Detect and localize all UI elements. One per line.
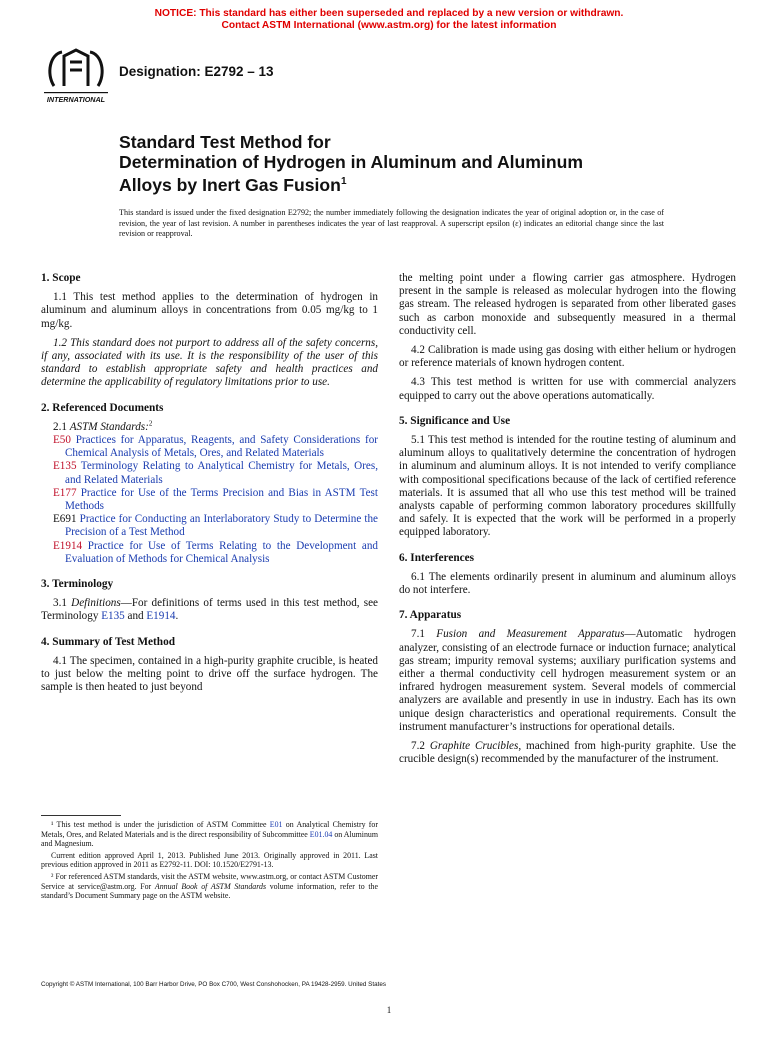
- reference-item[interactable]: [53, 434, 378, 460]
- footnote-1: ¹ This test method is under the jurisdiction of ASTM Committee E01 on Analytical Chemistry for Metals, Ores, and Related Materials and is the direct responsibility of Subcommittee E01.04 on Aluminum and Magnesium.: [41, 820, 378, 849]
- section-heading-terminology: 3. Terminology: [41, 578, 114, 591]
- reference-title-link[interactable]: Practice for Conducting an Interlaboratory Study to Determine the Precision of a Test Method: [65, 513, 378, 539]
- paragraph-7-2: 7.2 Graphite Crucibles, machined from high-purity graphite. Use the crucible design(s) recommended by the manufacturer of the instrument.: [399, 740, 736, 766]
- reference-list: [41, 434, 378, 566]
- astm-logo: [40, 46, 112, 108]
- paragraph-2-1: 2.1 ASTM Standards:$^2$: [53, 419, 153, 433]
- designation: Designation: E2792 – 13: [119, 64, 274, 79]
- paragraph-3-1: 3.1 Definitions—For definitions of terms used in this test method, see Terminology E135 and E1914.: [41, 597, 378, 623]
- page-number: 1: [386, 1005, 392, 1015]
- notice-line-2: Contact ASTM International (www.astm.org) for the latest information: [221, 20, 557, 31]
- logo-text: INTERNATIONAL: [46, 95, 106, 104]
- withdrawal-notice: [0, 8, 778, 32]
- reference-title-link[interactable]: Practice for Use of Terms Relating to the Development and Evaluation of Methods for Chemical Analysis: [65, 539, 378, 565]
- reference-title-link[interactable]: Practices for Apparatus, Reagents, and Safety Considerations for Chemical Analysis of Metals, Ores, and Related Materials: [65, 434, 378, 460]
- copyright-line: Copyright © ASTM International, 100 Barr Harbor Drive, PO Box C700, West Conshohocken, PA 19428-2959. United States: [41, 981, 386, 988]
- paragraph-4-1-continued: the melting point under a flowing carrier gas atmosphere. Hydrogen present in the sample is released as molecular hydrogen into the flowing gas stream. The released hydrogen is separated from other liberated gases such as carbon monoxide and subsequently measured in a thermal conductivity cell.: [399, 272, 736, 337]
- terminology-link-e135[interactable]: E135: [101, 610, 125, 623]
- paragraph-1-2: 1.2 This standard does not purport to address all of the safety concerns, if any, associated with its use. It is the responsibility of the user of this standard to establish appropriate safety and health practices and determine the applicability of regulatory limitations prior to use.: [41, 336, 378, 389]
- reference-item[interactable]: [53, 513, 378, 539]
- subcommittee-link[interactable]: E01.04: [309, 829, 333, 839]
- paragraph-5-1: 5.1 This test method is intended for the routine testing of aluminum and aluminum alloys to qualitatively determine the concentration of hydrogen in aluminum and aluminum alloys. It is not intended to verify compliance with compositional specifications because of the lack of certified reference materials. It is assumed that all who use this test method will be trained analysts capable of performing common laboratory procedures skillfully and safely. It is expected that the work will be performed in a properly equipped laboratory.: [399, 434, 736, 539]
- footnote-rule: [41, 815, 121, 816]
- astm-logo-icon: [40, 46, 112, 108]
- paragraph-4-1-start: 4.1 The specimen, contained in a high-purity graphite crucible, is heated to just below the melting point to drive off the surface hydrogen. The sample is then heated to just beyond: [41, 654, 378, 694]
- section-heading-interferences: 6. Interferences: [399, 551, 475, 564]
- reference-designation-link[interactable]: E50: [53, 434, 71, 447]
- reference-item[interactable]: [53, 460, 378, 486]
- footnote-1-edition: Current edition approved April 1, 2013. Published June 2013. Originally approved in 2011. Last previous edition approved in 2011 as E2792-11. DOI: 10.1520/E2791-13.: [41, 850, 378, 870]
- right-column: [399, 272, 736, 773]
- reference-item[interactable]: [53, 540, 378, 566]
- section-heading-scope: 1. Scope: [41, 272, 81, 284]
- left-column: [41, 272, 378, 700]
- reference-designation-link[interactable]: E135: [53, 460, 77, 473]
- section-heading-referenced-documents: 2. Referenced Documents: [41, 401, 164, 414]
- paragraph-1-1: 1.1 This test method applies to the determination of hydrogen in aluminum and aluminum alloys in concentrations from 0.05 mg/kg to 1 mg/kg.: [41, 291, 378, 330]
- notice-line-1: NOTICE: This standard has either been superseded and replaced by a new version or withdrawn.: [154, 8, 624, 19]
- committee-link[interactable]: E01: [269, 820, 283, 829]
- title-footnote-mark: 1: [340, 176, 347, 187]
- title-line-2: Determination of Hydrogen in Aluminum and Aluminum: [119, 152, 583, 172]
- reference-designation: E691: [53, 513, 77, 526]
- paragraph-6-1: 6.1 The elements ordinarily present in aluminum and aluminum alloys do not interfere.: [399, 570, 736, 597]
- footnote-2: ² For referenced ASTM standards, visit the ASTM website, www.astm.org, or contact ASTM Customer Service at service@astm.org. For Annual Book of ASTM Standards volume information, refer to the standard’s Document Summary page on the ASTM website.: [41, 871, 378, 901]
- paragraph-4-3: 4.3 This test method is written for use with commercial analyzers equipped to carry out the above operations automatically.: [399, 376, 736, 402]
- section-heading-apparatus: 7. Apparatus: [399, 609, 462, 622]
- paragraph-7-1: 7.1 Fusion and Measurement Apparatus—Automatic hydrogen analyzer, consisting of an electrode furnace or induction furnace; analytical gas stream; impurity removal systems; auxiliary purification systems and either a thermal conductivity cell hydrogen measurement system or an infrared hydrogen measurement system. Several models of commercial analyzers are available and presently in use in industry. Each has its own unique design characteristics and operational requirements. Consult the instrument manufacturer’s instructions for operational details.: [399, 628, 737, 733]
- reference-title-link[interactable]: Practice for Use of the Terms Precision and Bias in ASTM Test Methods: [65, 486, 378, 513]
- reference-designation-link[interactable]: E1914: [53, 539, 83, 552]
- reference-designation-link[interactable]: E177: [53, 486, 77, 499]
- terminology-link-e1914[interactable]: E1914: [146, 610, 176, 623]
- footnotes: [41, 815, 378, 903]
- issuance-note: This standard is issued under the fixed designation E2792; the number immediately following the designation indicates the year of original adoption or, in the case of revision, the year of last revision. A number in parentheses indicates the year of last reapproval. A superscript epsilon (ε) indicates an editorial change since the last revision or reapproval.: [119, 208, 664, 238]
- reference-title-link[interactable]: Terminology Relating to Analytical Chemistry for Metals, Ores, and Related Materials: [65, 460, 378, 486]
- reference-item[interactable]: [53, 487, 378, 513]
- paragraph-4-2: 4.2 Calibration is made using gas dosing with either helium or hydrogen or reference materials of known hydrogen content.: [399, 344, 736, 370]
- title-line-1: Standard Test Method for: [119, 132, 331, 152]
- section-heading-summary: 4. Summary of Test Method: [41, 635, 175, 648]
- title-line-3: Alloys by Inert Gas Fusion: [119, 174, 341, 195]
- document-title: [119, 132, 679, 195]
- section-heading-significance: 5. Significance and Use: [399, 414, 511, 427]
